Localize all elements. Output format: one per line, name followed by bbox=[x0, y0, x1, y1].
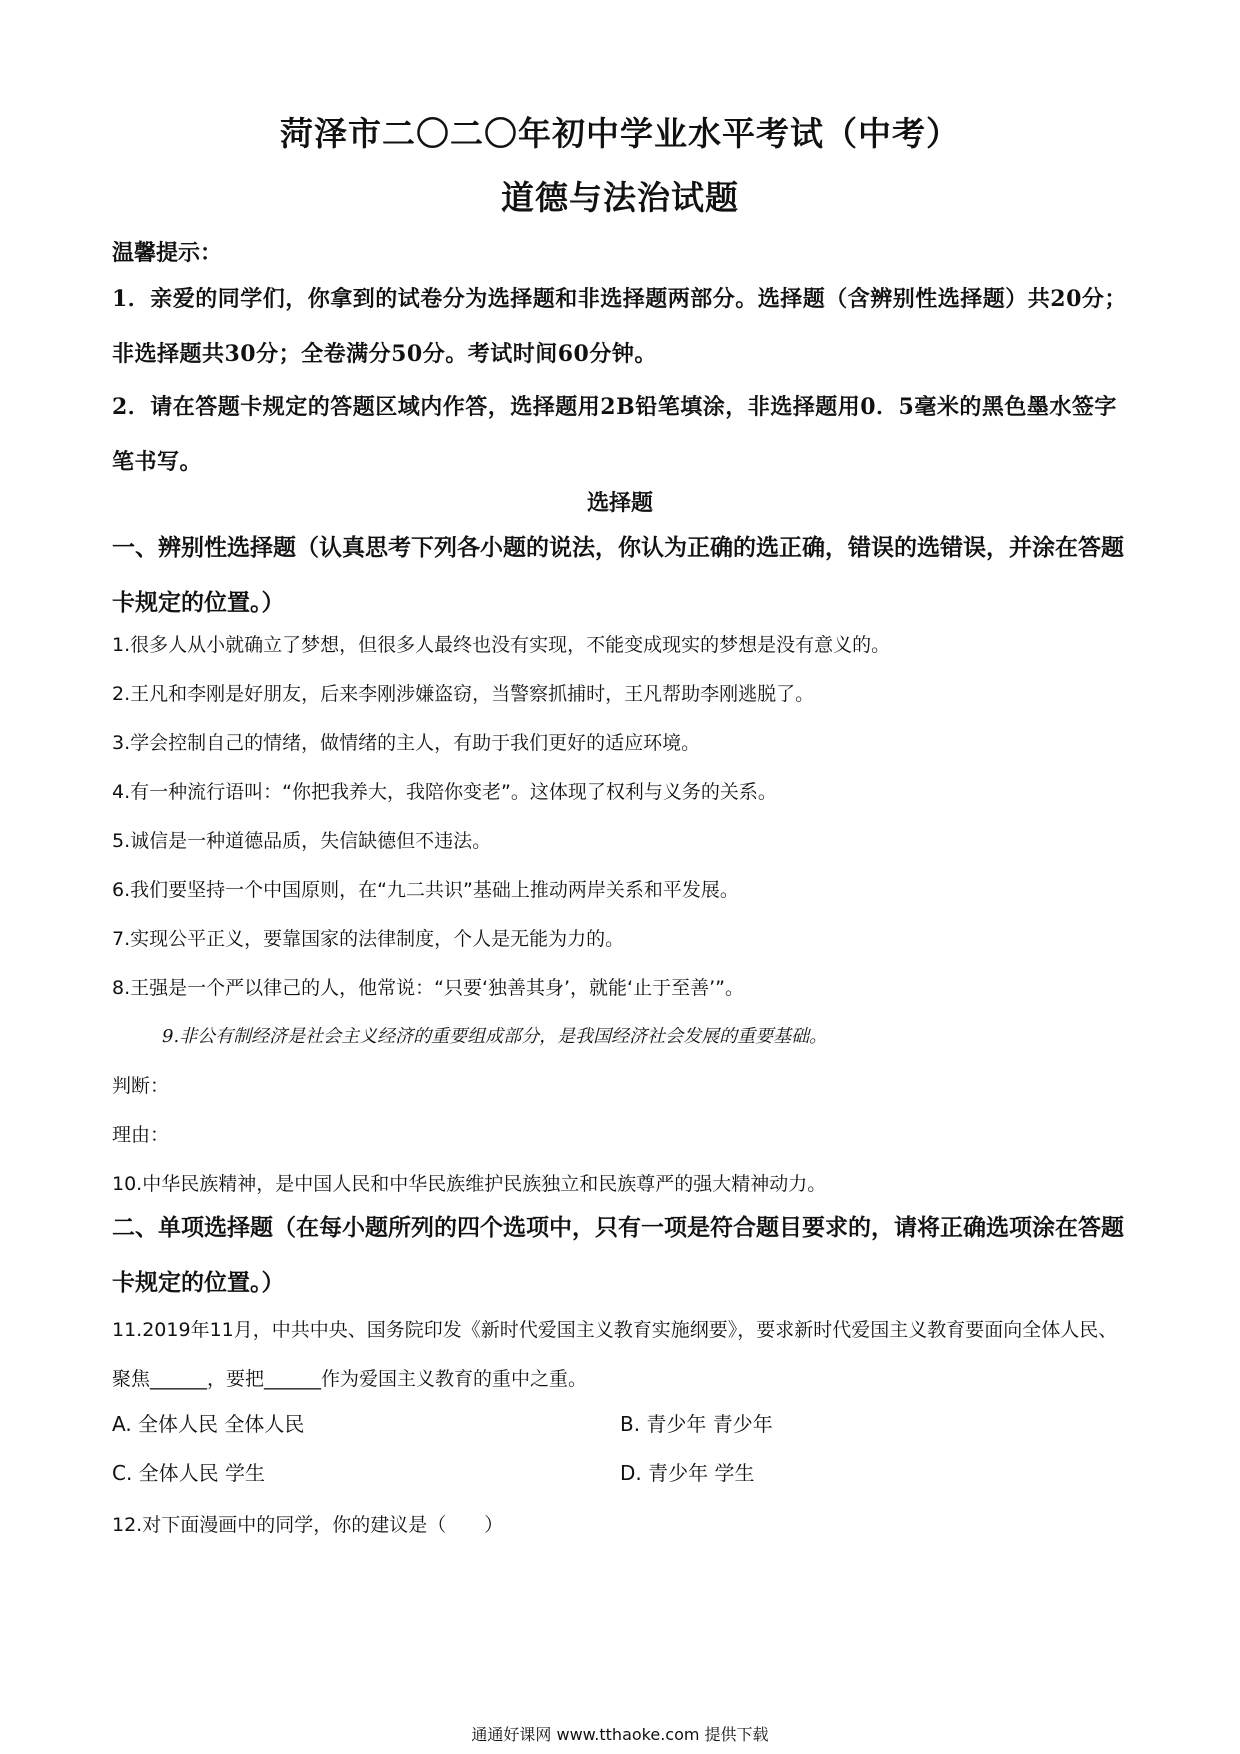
tips-label: 温馨提示： bbox=[112, 240, 223, 266]
question-9: 9.非公有制经济是社会主义经济的重要组成部分，是我国经济社会发展的重要基础。 bbox=[162, 1026, 828, 1047]
question-11-option-c: C. 全体人民 学生 bbox=[112, 1461, 266, 1485]
part1-heading: 一、辨别性选择题（认真思考下列各小题的说法，你认为正确的选正确，错误的选错误，并涂在答题卡规定的位置。） bbox=[112, 534, 1124, 616]
tip-item-1: 1．亲爱的同学们，你拿到的试卷分为选择题和非选择题两部分。选择题（含辨别性选择题）共20分；非选择题共30分；全卷满分50分。考试时间60分钟。 bbox=[112, 286, 1127, 367]
question-2: 2.王凡和李刚是好朋友，后来李刚涉嫌盗窃，当警察抓捕时，王凡帮助李刚逃脱了。 bbox=[112, 683, 815, 705]
question-6: 6.我们要坚持一个中国原则，在“九二共识”基础上推动两岸关系和平发展。 bbox=[112, 879, 739, 901]
part2-heading: 二、单项选择题（在每小题所列的四个选项中，只有一项是符合题目要求的，请将正确选项涂在答题卡规定的位置。） bbox=[112, 1214, 1124, 1296]
tip-item-2: 2．请在答题卡规定的答题区域内作答，选择题用2B铅笔填涂，非选择题用0．5毫米的黑色墨水签字笔书写。 bbox=[112, 394, 1117, 475]
question-8: 8.王强是一个严以律己的人，他常说：“只要‘独善其身’，就能‘止于至善’”。 bbox=[112, 977, 744, 999]
download-footer: 通通好课网 www.tthaoke.com 提供下载 bbox=[471, 1725, 769, 1744]
question-3: 3.学会控制自己的情绪，做情绪的主人，有助于我们更好的适应环境。 bbox=[112, 732, 701, 754]
question-11-stem: 11.2019年11月，中共中央、国务院印发《新时代爱国主义教育实施纲要》，要求新时代爱国主义教育要面向全体人民、聚焦______，要把______作为爱国主义教育的重中之重。 bbox=[112, 1319, 1118, 1390]
question-7: 7.实现公平正义，要靠国家的法律制度，个人是无能为力的。 bbox=[112, 928, 625, 950]
question-1: 1.很多人从小就确立了梦想，但很多人最终也没有实现，不能变成现实的梦想是没有意义的。 bbox=[112, 634, 891, 656]
question-10: 10.中华民族精神，是中国人民和中华民族维护民族独立和民族尊严的强大精神动力。 bbox=[112, 1173, 827, 1195]
question-4: 4.有一种流行语叫：“你把我养大，我陪你变老”。这体现了权利与义务的关系。 bbox=[112, 781, 777, 803]
question-12-stem: 12.对下面漫画中的同学，你的建议是（ ） bbox=[112, 1514, 504, 1536]
section-heading-choice: 选择题 bbox=[586, 490, 653, 516]
question-11-option-a: A. 全体人民 全体人民 bbox=[112, 1412, 305, 1436]
exam-subject-title: 道德与法治试题 bbox=[501, 178, 739, 217]
exam-title: 菏泽市二〇二〇年初中学业水平考试（中考） bbox=[280, 114, 960, 153]
question-11-option-d: D. 青少年 学生 bbox=[620, 1461, 755, 1485]
question-5: 5.诚信是一种道德品质，失信缺德但不违法。 bbox=[112, 830, 492, 852]
question-11-option-b: B. 青少年 青少年 bbox=[620, 1412, 773, 1436]
reason-label: 理由： bbox=[112, 1124, 170, 1146]
judgment-label: 判断： bbox=[112, 1075, 170, 1097]
